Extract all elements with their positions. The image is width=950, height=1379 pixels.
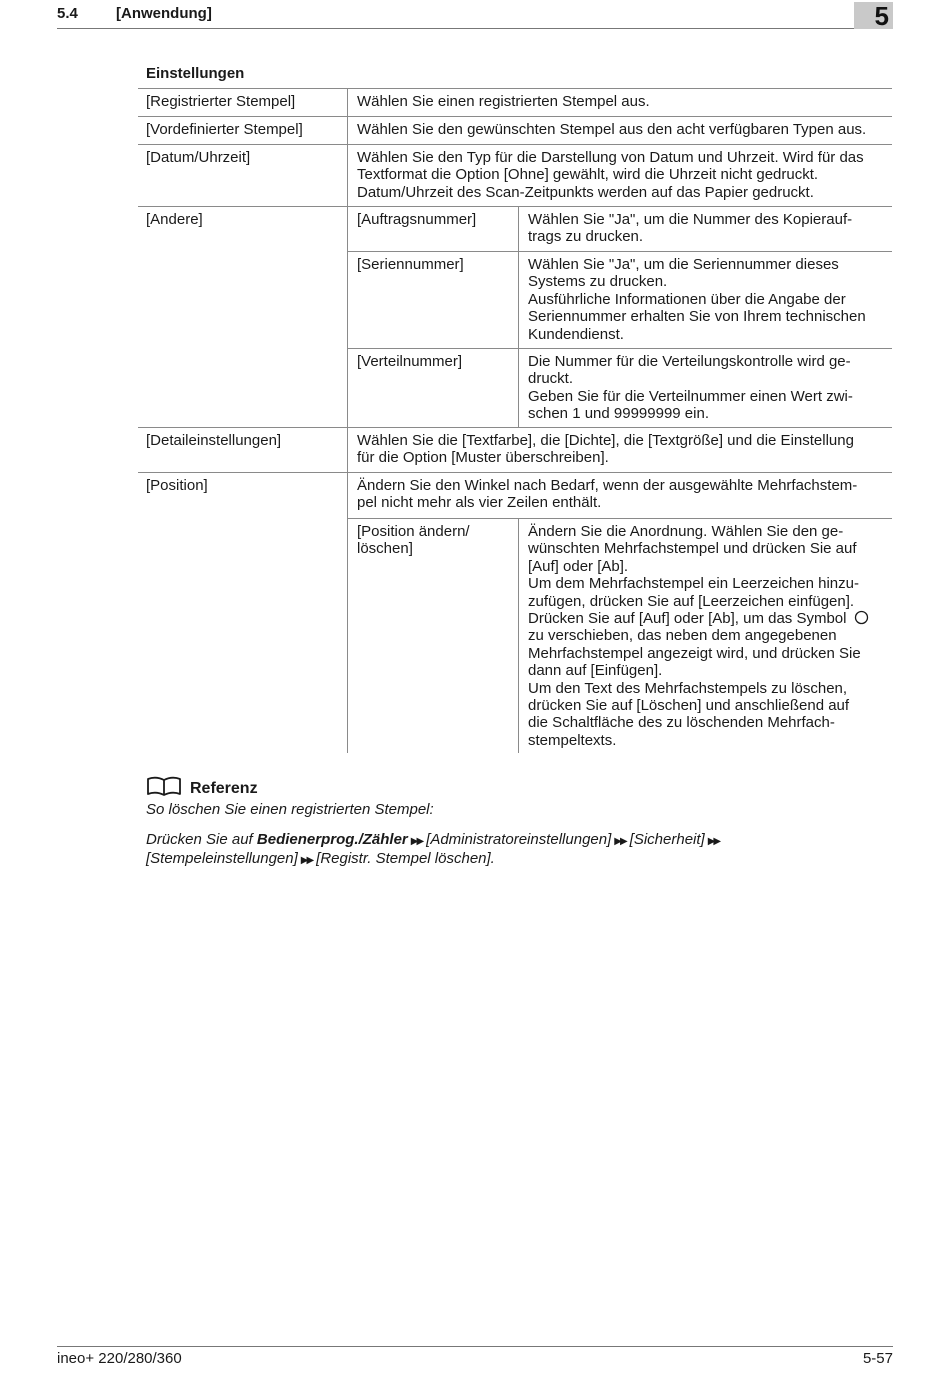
settings-heading: Einstellungen <box>146 65 245 82</box>
desc-line: zufügen, drücken Sie auf [Leerzeichen einfügen]. <box>528 592 855 610</box>
table-rule <box>138 427 892 428</box>
desc-line: die Schaltfläche des zu löschenden Mehrfach- <box>528 714 835 732</box>
desc-line: stempeltexts. <box>528 731 617 749</box>
row-label-predefined-stamp: [Vordefinierter Stempel] <box>146 121 303 138</box>
sub-desc-serial-number <box>528 256 866 343</box>
footer-model: ineo+ 220/280/360 <box>57 1350 182 1367</box>
table-rule <box>138 88 892 89</box>
desc-line: dann auf [Einfügen]. <box>528 662 663 680</box>
desc-line: Ändern Sie den Winkel nach Bedarf, wenn der ausgewählte Mehrfachstem- <box>357 477 858 494</box>
double-arrow-icon: ▶▶ <box>300 855 313 866</box>
desc-line: pel nicht mehr als vier Zeilen enthält. <box>357 494 602 512</box>
row-desc-registered-stamp: Wählen Sie einen registrierten Stempel aus. <box>357 93 650 110</box>
desc-line: [Auf] oder [Ab]. <box>528 557 629 575</box>
path-item-stamp-settings: [Stempeleinstellungen] <box>146 850 298 867</box>
row-label-detail-settings: [Detaileinstellungen] <box>146 432 282 449</box>
desc-line: Um den Text des Mehrfachstempels zu löschen, <box>528 679 848 697</box>
column-divider <box>518 518 519 753</box>
desc-line-with-symbol <box>528 610 869 627</box>
desc-line: Die Nummer für die Verteilungskontrolle wird ge- <box>528 353 851 370</box>
section-number: 5.4 <box>57 5 78 22</box>
path-item-delete-stamp: [Registr. Stempel löschen]. <box>316 850 495 867</box>
row-label-registered-stamp: [Registrierter Stempel] <box>146 93 296 110</box>
row-label-date-time: [Datum/Uhrzeit] <box>146 149 251 166</box>
sub-desc-distribution-number <box>528 353 853 423</box>
reference-intro: So löschen Sie einen registrierten Stempel: <box>146 801 434 818</box>
label-line: löschen] <box>357 540 413 558</box>
desc-line: Mehrfachstempel angezeigt wird, und drücken Sie <box>528 644 861 662</box>
row-desc-predefined-stamp: Wählen Sie den gewünschten Stempel aus den acht verfügbaren Typen aus. <box>357 121 867 138</box>
reference-title: Referenz <box>190 780 258 797</box>
header-rule <box>57 28 893 29</box>
desc-line: wünschten Mehrfachstempel und drücken Sie auf <box>528 540 857 558</box>
table-rule <box>138 144 892 145</box>
path-item-admin-settings: [Administratoreinstellungen] <box>426 831 612 848</box>
path-menu-key: Bedienerprog./Zähler <box>256 831 408 848</box>
reference-path-line-2 <box>146 850 495 867</box>
circle-symbol-icon <box>854 610 869 625</box>
desc-line: schen 1 und 99999999 ein. <box>528 405 709 423</box>
footer-rule <box>57 1346 893 1347</box>
path-item-security: [Sicherheit] <box>629 831 705 848</box>
label-line: [Position ändern/ <box>357 523 470 540</box>
table-rule <box>138 472 892 473</box>
row-desc-detail-settings <box>357 432 854 467</box>
desc-line: Drücken Sie auf [Auf] oder [Ab], um das Symbol <box>528 610 847 628</box>
double-arrow-icon: ▶▶ <box>410 836 423 847</box>
desc-line: Textformat die Option [Ohne] gewählt, wird die Uhrzeit nicht gedruckt. <box>357 166 819 184</box>
table-rule <box>347 348 892 349</box>
desc-line: Datum/Uhrzeit des Scan-Zeitpunkts werden auf das Papier gedruckt. <box>357 183 814 201</box>
table-rule <box>347 518 892 519</box>
desc-line: Um dem Mehrfachstempel ein Leerzeichen hinzu- <box>528 575 859 593</box>
sub-desc-job-number <box>528 211 852 246</box>
desc-line: drücken Sie auf [Löschen] und anschließend auf <box>528 697 850 715</box>
desc-line: Ausführliche Informationen über die Angabe der <box>528 290 846 308</box>
footer-page-number: 5-57 <box>862 1350 893 1367</box>
column-divider <box>518 206 519 427</box>
row-label-other: [Andere] <box>146 211 203 228</box>
table-rule <box>138 206 892 207</box>
desc-line: Wählen Sie "Ja", um die Seriennummer dieses <box>528 256 839 273</box>
sub-desc-change-position <box>528 523 869 749</box>
chapter-number-tab: 5 <box>854 2 893 29</box>
desc-line: Geben Sie für die Verteilnummer einen Wert zwi- <box>528 387 853 405</box>
sub-label-change-position <box>357 523 470 558</box>
desc-line: druckt. <box>528 370 574 388</box>
desc-line: zu verschieben, das neben dem angegebenen <box>528 627 837 645</box>
reference-path-line-1 <box>146 831 723 848</box>
desc-line: Kundendienst. <box>528 325 624 343</box>
column-divider <box>347 88 348 753</box>
sub-label-job-number: [Auftragsnummer] <box>357 211 477 228</box>
sub-label-distribution-number: [Verteilnummer] <box>357 353 463 370</box>
desc-line: Wählen Sie die [Textfarbe], die [Dichte], die [Textgröße] und die Einstellung <box>357 432 854 449</box>
row-label-position: [Position] <box>146 477 208 494</box>
desc-line: für die Option [Muster überschreiben]. <box>357 449 609 467</box>
double-arrow-icon: ▶▶ <box>614 836 626 847</box>
path-text: Drücken Sie auf <box>146 831 253 848</box>
desc-line: Seriennummer erhalten Sie von Ihrem technischen <box>528 308 866 326</box>
sub-label-serial-number: [Seriennummer] <box>357 256 464 273</box>
desc-line: Systems zu drucken. <box>528 273 668 291</box>
desc-line: Wählen Sie "Ja", um die Nummer des Kopierauf- <box>528 211 853 228</box>
double-arrow-icon: ▶▶ <box>707 836 720 847</box>
table-rule <box>347 251 892 252</box>
desc-line: Ändern Sie die Anordnung. Wählen Sie den ge- <box>528 523 844 540</box>
row-desc-date-time <box>357 149 864 201</box>
desc-line: trags zu drucken. <box>528 228 644 246</box>
row-desc-position <box>357 477 857 512</box>
book-reference-icon <box>146 776 182 796</box>
section-title: [Anwendung] <box>116 5 212 22</box>
table-rule <box>138 116 892 117</box>
desc-line: Wählen Sie den Typ für die Darstellung von Datum und Uhrzeit. Wird für das <box>357 149 864 166</box>
